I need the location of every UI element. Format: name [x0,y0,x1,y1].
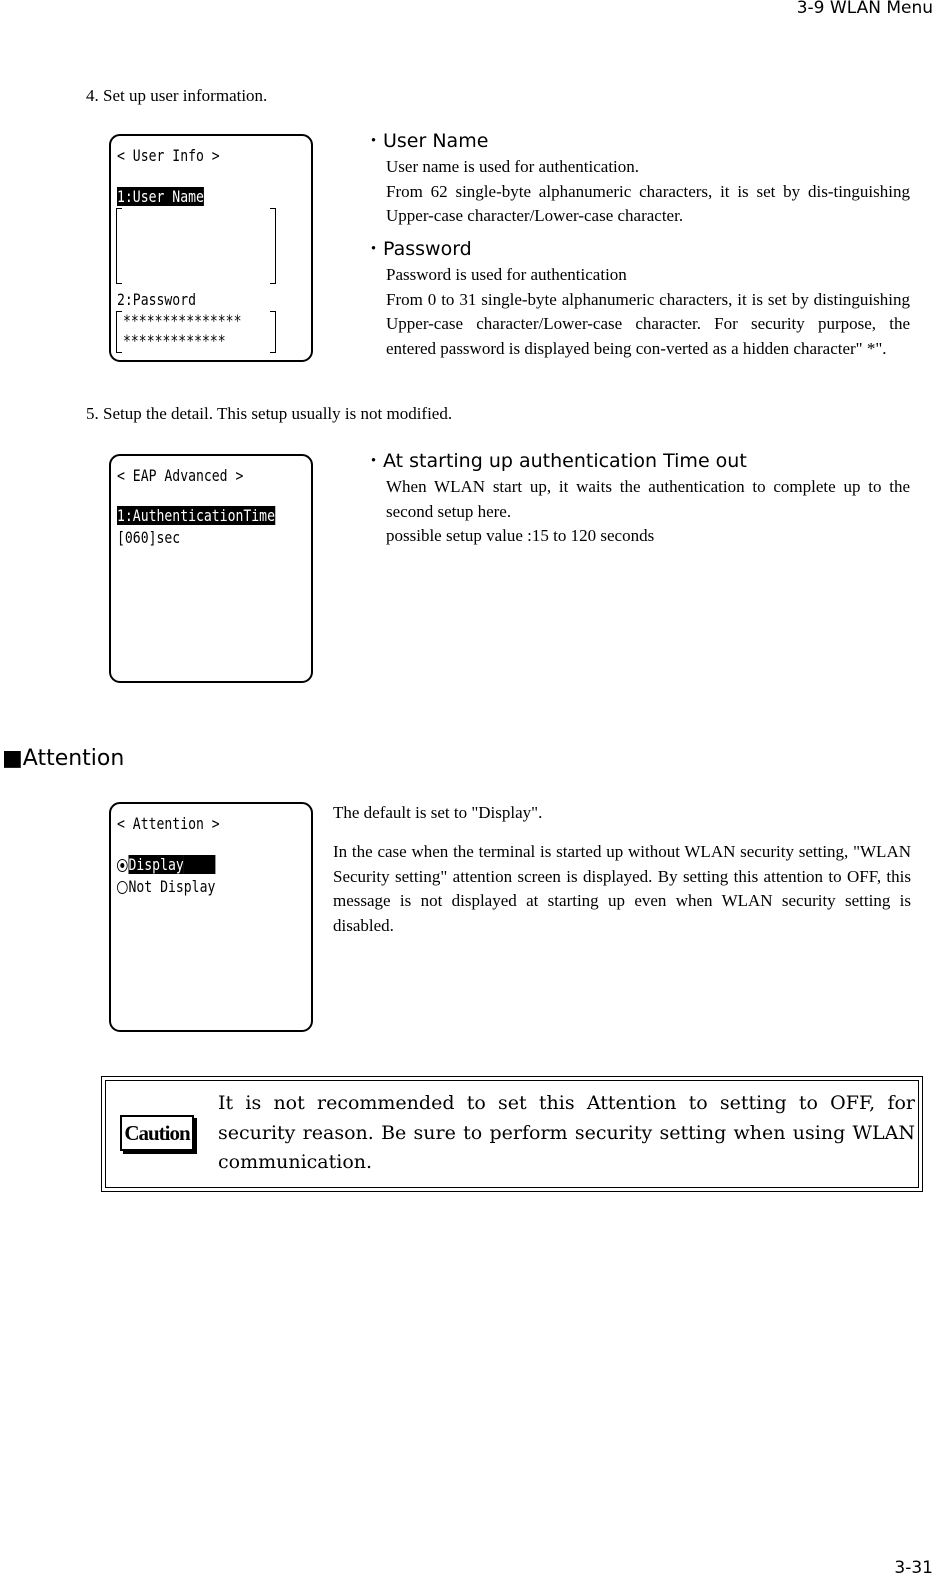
user-info-screen [109,134,313,362]
attention-default-text: The default is set to "Display". [333,803,543,822]
password-field-left-bracket [116,311,122,353]
password-item[interactable]: 2:Password [117,290,196,309]
attention-screen [109,802,313,1032]
page-number: 3-31 [894,1558,933,1578]
authentication-time-item[interactable]: 1:AuthenticationTime [117,506,275,525]
password-field-right-bracket [270,311,276,353]
user-name-heading: ・User Name [364,130,489,152]
user-name-description: User name is used for authentication. From 62 single-byte alphanumeric characters, it is set by dis-tinguishing Upper-case character/Lower-case character. [386,157,910,225]
section-header: 3-9 WLAN Menu [796,0,933,18]
password-mask-line-1: *************** [123,311,242,330]
radio-selected-icon[interactable] [117,859,128,872]
user-name-field-left-bracket [116,208,122,284]
step-5-instruction: 5. Setup the detail. This setup usually is not modified. [86,404,453,423]
eap-advanced-screen [109,454,313,683]
authentication-time-value[interactable]: [060]sec [117,528,181,547]
auth-timeout-description: When WLAN start up, it waits the authentication to complete up to the second setup here. possible setup value :15 to 120 seconds [386,477,910,545]
user-name-item[interactable]: 1:User Name [117,187,204,206]
caution-box [101,1076,923,1192]
attention-heading: ■Attention [2,746,125,771]
screen-title: < Attention > [117,814,220,833]
caution-badge: Caution [120,1115,194,1151]
screen-title: < EAP Advanced > [117,466,244,485]
password-heading: ・Password [364,238,472,260]
display-option[interactable]: Display [128,855,184,874]
caution-text: It is not recommended to set this Attention to setting to OFF, for security reason. Be sure to perform security setting when using WLAN communication. [218,1092,915,1173]
step-4-instruction: 4. Set up user information. [86,86,268,105]
attention-description: In the case when the terminal is started up without WLAN security setting, "WLAN Security setting" attention screen is displayed. By setting this attention to OFF, this message is not displayed at starting up even when WLAN security setting is disabled. [333,842,911,935]
password-mask-line-2: ************* [123,331,226,350]
user-name-field-right-bracket [270,208,276,284]
not-display-option[interactable]: Not Display [128,877,216,896]
screen-title: < User Info > [117,146,220,165]
password-description: Password is used for authentication From 0 to 31 single-byte alphanumeric characters, it is set by distinguishing Upper-case character/Lower-case character. For security purpose, the entered password is displayed being con-verted as a hidden character" *". [386,265,910,358]
auth-timeout-heading: ・At starting up authentication Time out [364,450,747,472]
radio-unselected-icon[interactable] [117,881,128,894]
